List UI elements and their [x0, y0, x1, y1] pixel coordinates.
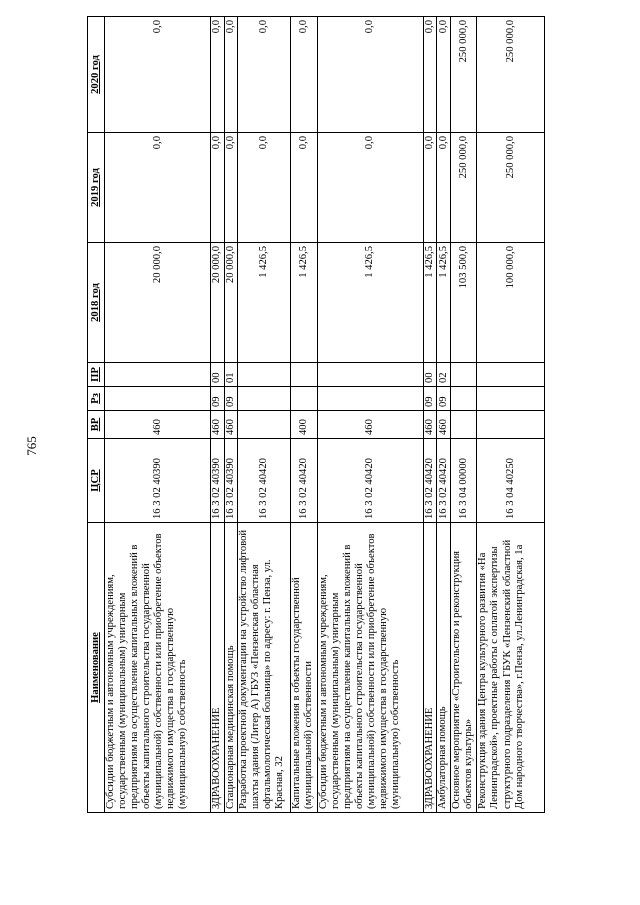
row-2020: 0,0: [211, 17, 224, 133]
row-pr: [105, 363, 211, 387]
row-vr: [477, 411, 545, 439]
row-pr: [450, 363, 477, 387]
row-csr: 16 3 02 40420: [238, 439, 291, 523]
row-rz: 09: [211, 387, 224, 411]
table-row: [238, 17, 291, 813]
row-rz: 09: [437, 387, 450, 411]
table-row: [450, 17, 477, 813]
header-pr: ПР: [88, 363, 105, 387]
row-rz: [477, 387, 545, 411]
row-csr: 16 3 02 40420: [317, 439, 423, 523]
row-2018: 1 426,5: [437, 243, 450, 363]
row-2019: 0,0: [224, 133, 237, 243]
table-row: [211, 17, 224, 813]
row-2018: 1 426,5: [424, 243, 437, 363]
row-vr: [238, 411, 291, 439]
row-csr: 16 3 02 40420: [424, 439, 437, 523]
row-csr: 16 3 02 40390: [224, 439, 237, 523]
row-rz: [317, 387, 423, 411]
row-rz: [238, 387, 291, 411]
row-pr: 00: [424, 363, 437, 387]
header-vr: ВР: [88, 411, 105, 439]
header-rz: Рз: [88, 387, 105, 411]
row-2019: 0,0: [291, 133, 318, 243]
row-2019: 0,0: [317, 133, 423, 243]
row-2018: 1 426,5: [291, 243, 318, 363]
header-csr: ЦСР: [88, 439, 105, 523]
header-2019: 2019 год: [88, 133, 105, 243]
row-2018: 100 000,0: [477, 243, 545, 363]
row-pr: [291, 363, 318, 387]
row-vr: 460: [224, 411, 237, 439]
table-row: [437, 17, 450, 813]
row-name: Основное мероприятие «Строительство и реконструкция объектов культуры»: [450, 523, 477, 813]
row-name: ЗДРАВООХРАНЕНИЕ: [211, 523, 224, 813]
row-2018: 20 000,0: [224, 243, 237, 363]
row-2018: 20 000,0: [105, 243, 211, 363]
row-2020: 0,0: [238, 17, 291, 133]
rotated-table-container: [87, 17, 545, 813]
header-name: Наименование: [88, 523, 105, 813]
table-row: [317, 17, 423, 813]
row-name: Амбулаторная помощь: [437, 523, 450, 813]
table-row: [224, 17, 237, 813]
row-pr: 01: [224, 363, 237, 387]
row-rz: [291, 387, 318, 411]
row-2020: 250 000,0: [477, 17, 545, 133]
row-2020: 0,0: [424, 17, 437, 133]
row-vr: [450, 411, 477, 439]
row-2019: 250 000,0: [450, 133, 477, 243]
row-pr: 02: [437, 363, 450, 387]
row-2018: 1 426,5: [238, 243, 291, 363]
row-2020: 250 000,0: [450, 17, 477, 133]
row-rz: [105, 387, 211, 411]
budget-table: [87, 16, 545, 813]
row-name: Капитальные вложения в объекты государственной (муниципальной) собственности: [291, 523, 318, 813]
row-vr: 460: [105, 411, 211, 439]
row-2020: 0,0: [224, 17, 237, 133]
row-pr: [317, 363, 423, 387]
table-row: [477, 17, 545, 813]
page-number: 765: [24, 436, 39, 456]
row-2019: 0,0: [211, 133, 224, 243]
row-vr: 460: [317, 411, 423, 439]
row-csr: 16 3 02 40390: [211, 439, 224, 523]
header-2018: 2018 год: [88, 243, 105, 363]
header-2020: 2020 год: [88, 17, 105, 133]
row-name: Реконструкция здания Центра культурного развития «На Ленинградской», проектные работы с оплатой экспертизы структурного подразделения ГБУК «Пензенский областной Дом народного творчества», г.Пенза, ул.Ленинградская, 1а: [477, 523, 545, 813]
row-name: ЗДРАВООХРАНЕНИЕ: [424, 523, 437, 813]
row-vr: 460: [437, 411, 450, 439]
table-row: [424, 17, 437, 813]
row-csr: 16 3 04 40250: [477, 439, 545, 523]
row-csr: 16 3 02 40420: [291, 439, 318, 523]
row-2019: 0,0: [424, 133, 437, 243]
row-2018: 20 000,0: [211, 243, 224, 363]
row-name: Разработка проектной документации на устройство лифтовой шахты здания (Литер А) ГБУЗ «Пензенская областная офтальмологическая больница» по адресу: г. Пенза, ул. Красная, 32: [238, 523, 291, 813]
row-2019: 0,0: [437, 133, 450, 243]
row-csr: 16 3 02 40390: [105, 439, 211, 523]
row-2019: 0,0: [238, 133, 291, 243]
table-row: [105, 17, 211, 813]
row-2019: 0,0: [105, 133, 211, 243]
row-name: Стационарная медицинская помощь: [224, 523, 237, 813]
row-pr: [238, 363, 291, 387]
row-2020: 0,0: [105, 17, 211, 133]
table-header-row: [88, 17, 105, 813]
row-pr: [477, 363, 545, 387]
row-2020: 0,0: [437, 17, 450, 133]
row-2020: 0,0: [291, 17, 318, 133]
row-2020: 0,0: [317, 17, 423, 133]
row-csr: 16 3 02 40420: [437, 439, 450, 523]
row-vr: 460: [424, 411, 437, 439]
row-2018: 103 500,0: [450, 243, 477, 363]
row-rz: [450, 387, 477, 411]
row-rz: 09: [424, 387, 437, 411]
row-vr: 400: [291, 411, 318, 439]
row-2018: 1 426,5: [317, 243, 423, 363]
row-rz: 09: [224, 387, 237, 411]
row-csr: 16 3 04 00000: [450, 439, 477, 523]
row-name: Субсидии бюджетным и автономным учреждениям, государственным (муниципальным) унитарным предприятиям на осуществление капитальных вложений в объекты капитального строительства государственной (муниципальной) собственности или приобретение объектов недвижимого имущества в государственную (муниципальную) собственность: [317, 523, 423, 813]
row-pr: 00: [211, 363, 224, 387]
row-2019: 250 000,0: [477, 133, 545, 243]
row-name: Субсидии бюджетным и автономным учреждениям, государственным (муниципальным) унитарным предприятиям на осуществление капитальных вложений в объекты капитального строительства государственной (муниципальной) собственности или приобретение объектов недвижимого имущества в государственную (муниципальную) собственность: [105, 523, 211, 813]
row-vr: 460: [211, 411, 224, 439]
table-row: [291, 17, 318, 813]
